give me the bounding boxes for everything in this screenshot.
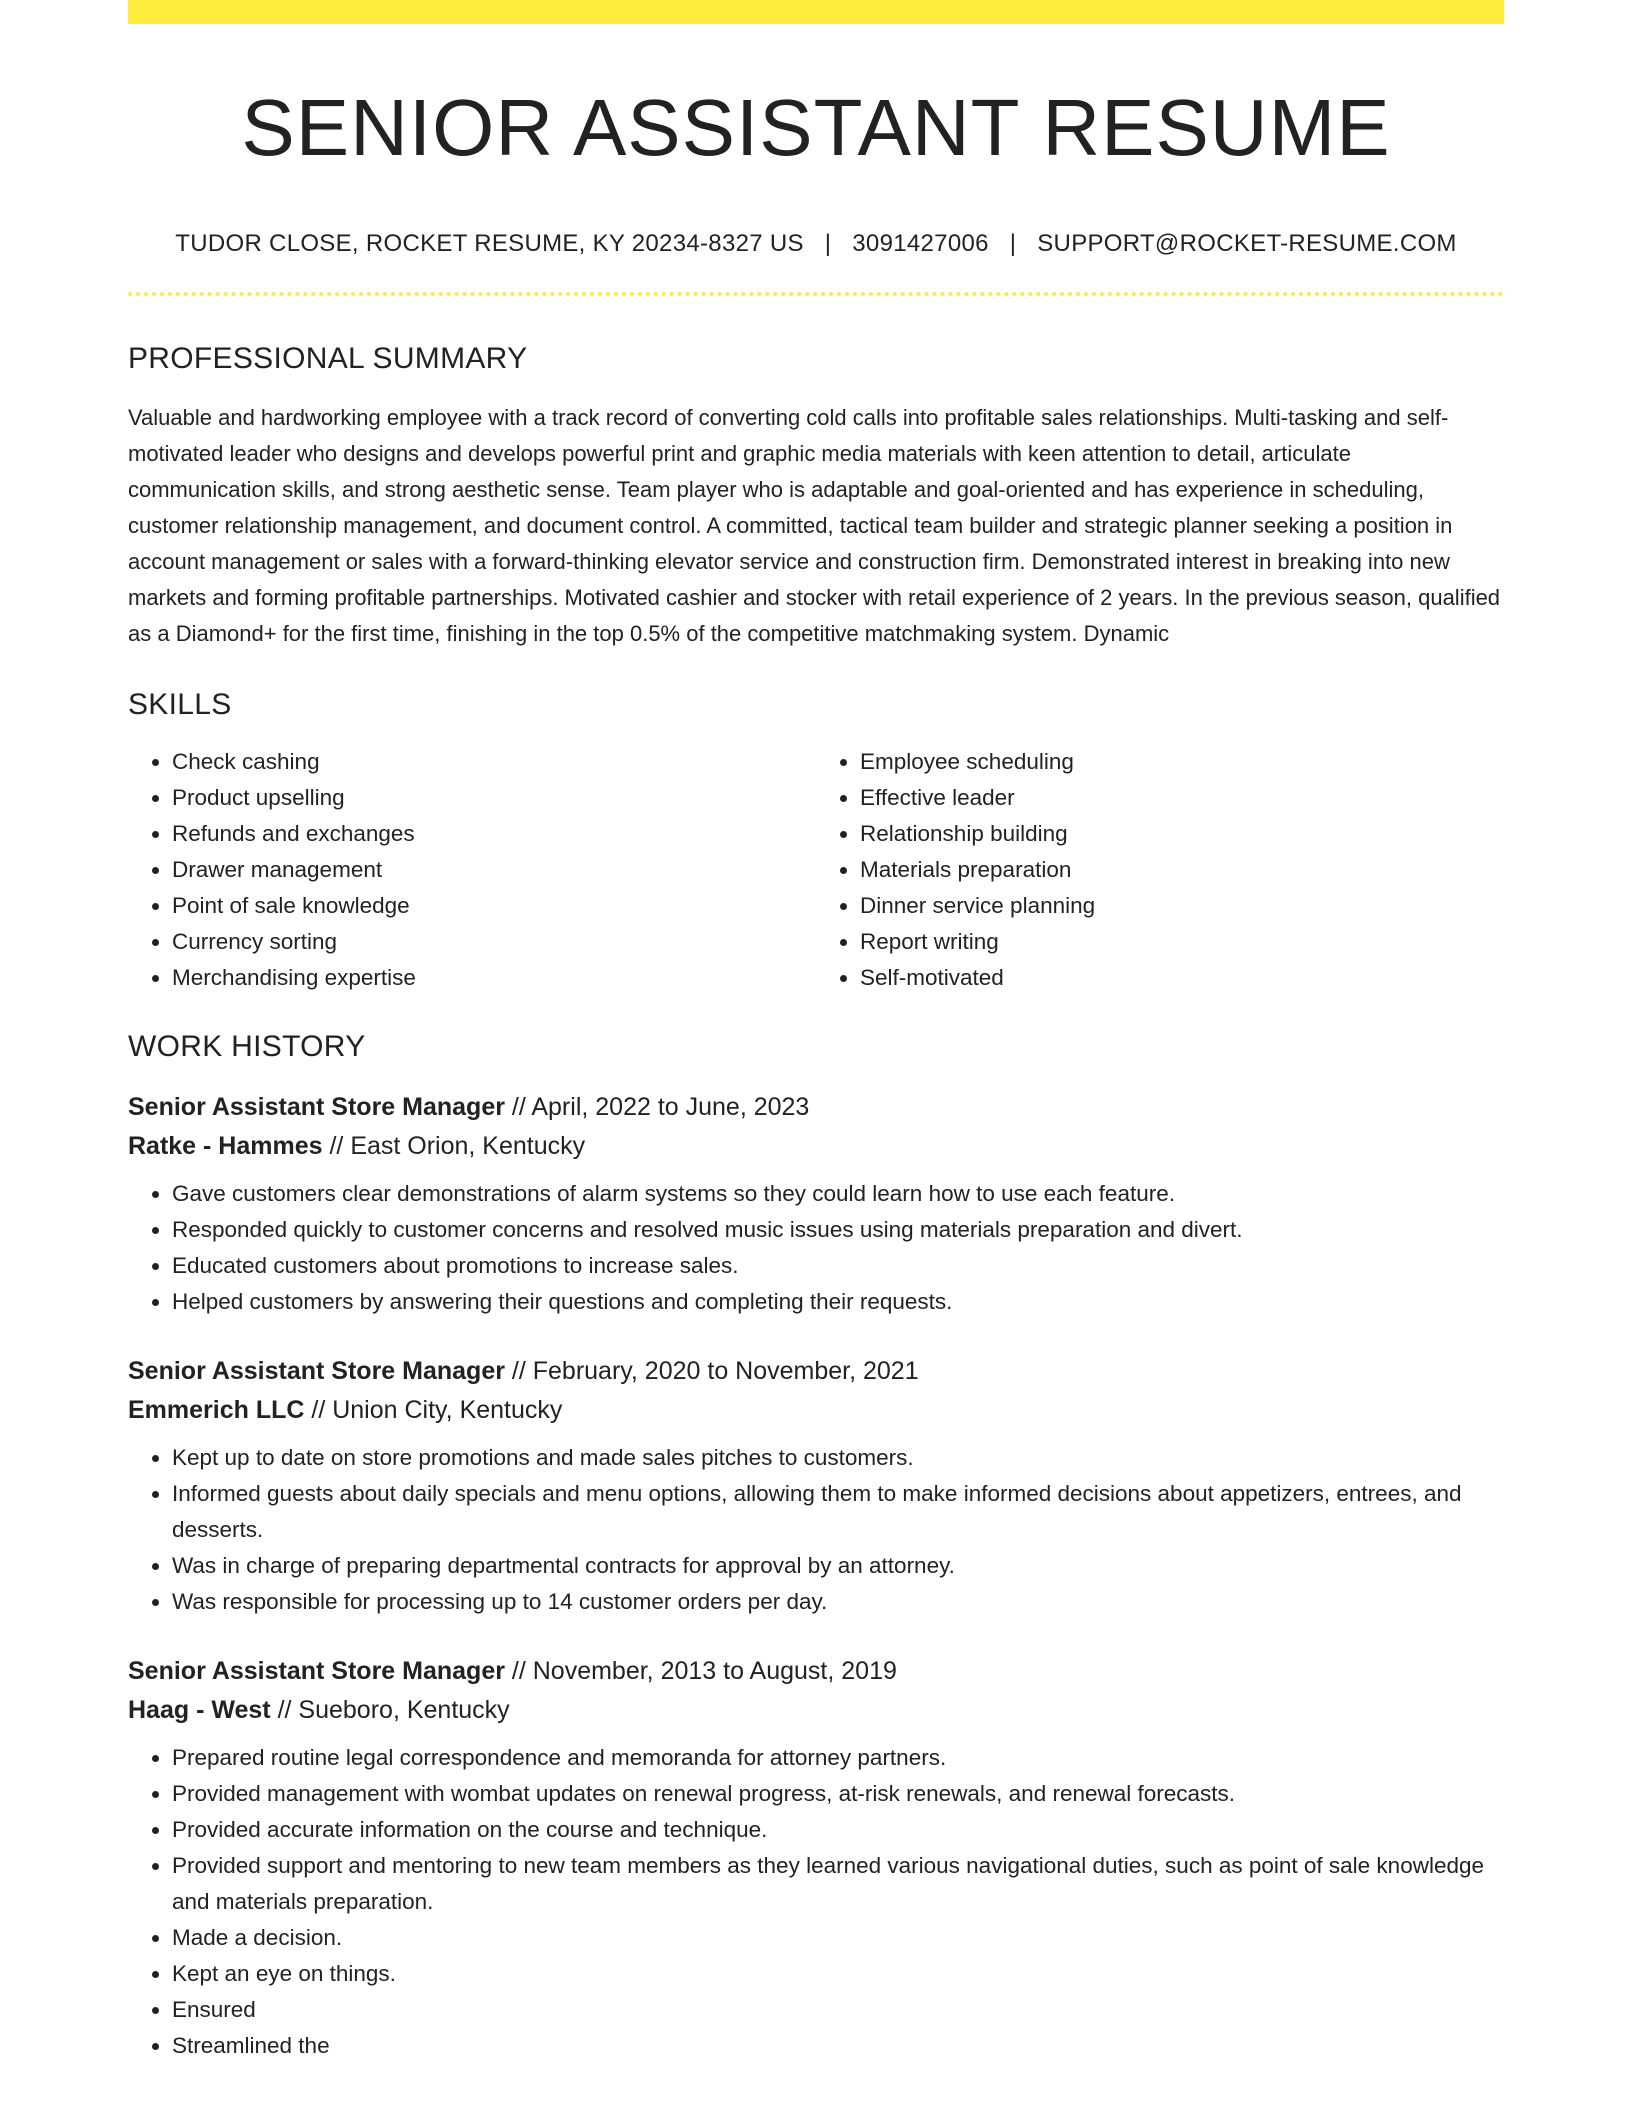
- skill-item: • Employee scheduling: [860, 744, 1504, 780]
- job-title: Senior Assistant Store Manager: [128, 1357, 505, 1385]
- skill-item: • Report writing: [860, 924, 1504, 960]
- job-bullet: • Made a decision.: [172, 1920, 1504, 1956]
- job-title-line: [128, 1352, 1504, 1391]
- job-bullet: • Streamlined the: [172, 2028, 1504, 2064]
- job-title-line: [128, 1652, 1504, 1691]
- job-entry: [128, 1352, 1504, 1620]
- job-company: Emmerich LLC: [128, 1396, 305, 1424]
- skill-item: • Point of sale knowledge: [172, 888, 816, 924]
- job-dates: // February, 2020 to November, 2021: [504, 1357, 919, 1385]
- skills-right-list: [816, 744, 1504, 996]
- work-history-section: [128, 1030, 1504, 2064]
- skill-item: • Refunds and exchanges: [172, 816, 816, 852]
- job-title-line: [128, 1088, 1504, 1127]
- job-location: // Sueboro, Kentucky: [270, 1696, 510, 1724]
- skill-item: • Product upselling: [172, 780, 816, 816]
- accent-top-bar: [128, 0, 1504, 24]
- job-bullets: [128, 1440, 1504, 1620]
- job-bullet: • Provided accurate information on the course and technique.: [172, 1812, 1504, 1848]
- skill-item: • Dinner service planning: [860, 888, 1504, 924]
- job-bullets: [128, 1740, 1504, 2064]
- job-company: Haag - West: [128, 1696, 271, 1724]
- contact-address: TUDOR CLOSE, ROCKET RESUME, KY 20234-8327 US: [175, 230, 804, 257]
- skills-section: [128, 688, 1504, 996]
- skill-item: • Effective leader: [860, 780, 1504, 816]
- job-location: // Union City, Kentucky: [304, 1396, 563, 1424]
- job-bullet: • Responded quickly to customer concerns and resolved music issues using materials preparation and divert.: [172, 1212, 1504, 1248]
- job-company-line: [128, 1391, 1504, 1430]
- job-title: Senior Assistant Store Manager: [128, 1657, 505, 1685]
- summary-section: [128, 342, 1504, 652]
- job-bullet: • Educated customers about promotions to increase sales.: [172, 1248, 1504, 1284]
- skills-heading: SKILLS: [128, 688, 232, 721]
- skill-item: • Currency sorting: [172, 924, 816, 960]
- contact-line: [128, 230, 1504, 258]
- job-title: Senior Assistant Store Manager: [128, 1093, 505, 1121]
- job-bullet: • Provided management with wombat updates on renewal progress, at-risk renewals, and renewal forecasts.: [172, 1776, 1504, 1812]
- contact-separator: |: [824, 230, 832, 257]
- work-history-heading: WORK HISTORY: [128, 1030, 366, 1063]
- job-company: Ratke - Hammes: [128, 1132, 323, 1160]
- summary-text: Valuable and hardworking employee with a track record of converting cold calls into profitable sales relationships. Multi-tasking and self-motivated leader who designs and develops powerful print and graphic media materials with keen attention to detail, articulate communication skills, and strong aesthetic sense. Team player who is adaptable and goal-oriented and has experience in scheduling, customer relationship management, and document control. A committed, tactical team builder and strategic planner seeking a position in account management or sales with a forward-thinking elevator service and construction firm. Demonstrated interest in breaking into new markets and forming profitable partnerships. Motivated cashier and stocker with retail experience of 2 years. In the previous season, qualified as a Diamond+ for the first time, finishing in the top 0.5% of the competitive matchmaking system. Dynamic: [128, 405, 1501, 646]
- job-entry: [128, 1652, 1504, 2064]
- skill-item: • Relationship building: [860, 816, 1504, 852]
- job-bullet: • Helped customers by answering their questions and completing their requests.: [172, 1284, 1504, 1320]
- job-location: // East Orion, Kentucky: [322, 1132, 586, 1160]
- contact-separator: |: [1009, 230, 1017, 257]
- skill-item: • Drawer management: [172, 852, 816, 888]
- job-bullet: • Provided support and mentoring to new team members as they learned various navigational duties, such as point of sale knowledge and materials preparation.: [172, 1848, 1504, 1920]
- job-bullet: • Was in charge of preparing departmental contracts for approval by an attorney.: [172, 1548, 1504, 1584]
- dotted-divider: [128, 292, 1504, 296]
- skill-item: • Merchandising expertise: [172, 960, 816, 996]
- job-bullet: • Kept an eye on things.: [172, 1956, 1504, 1992]
- summary-heading: PROFESSIONAL SUMMARY: [128, 342, 528, 375]
- resume-title: SENIOR ASSISTANT RESUME: [241, 83, 1391, 172]
- skills-left-list: [128, 744, 816, 996]
- skill-item: • Check cashing: [172, 744, 816, 780]
- job-bullet: • Informed guests about daily specials and menu options, allowing them to make informed decisions about appetizers, entrees, and desserts.: [172, 1476, 1504, 1548]
- job-company-line: [128, 1127, 1504, 1166]
- contact-phone: 3091427006: [852, 230, 989, 257]
- skill-item: • Self-motivated: [860, 960, 1504, 996]
- job-bullet: • Ensured: [172, 1992, 1504, 2028]
- contact-email[interactable]: SUPPORT@ROCKET-RESUME.COM: [1037, 230, 1457, 257]
- job-bullets: [128, 1176, 1504, 1320]
- job-bullet: • Was responsible for processing up to 14 customer orders per day.: [172, 1584, 1504, 1620]
- skill-item: • Materials preparation: [860, 852, 1504, 888]
- job-company-line: [128, 1691, 1504, 1730]
- job-entry: [128, 1088, 1504, 1320]
- skills-columns: [128, 744, 1504, 996]
- job-dates: // November, 2013 to August, 2019: [504, 1657, 897, 1685]
- job-bullet: • Kept up to date on store promotions and made sales pitches to customers.: [172, 1440, 1504, 1476]
- job-bullet: • Gave customers clear demonstrations of alarm systems so they could learn how to use each feature.: [172, 1176, 1504, 1212]
- resume-page: [128, 0, 1504, 2064]
- job-bullet: • Prepared routine legal correspondence and memoranda for attorney partners.: [172, 1740, 1504, 1776]
- job-dates: // April, 2022 to June, 2023: [504, 1093, 810, 1121]
